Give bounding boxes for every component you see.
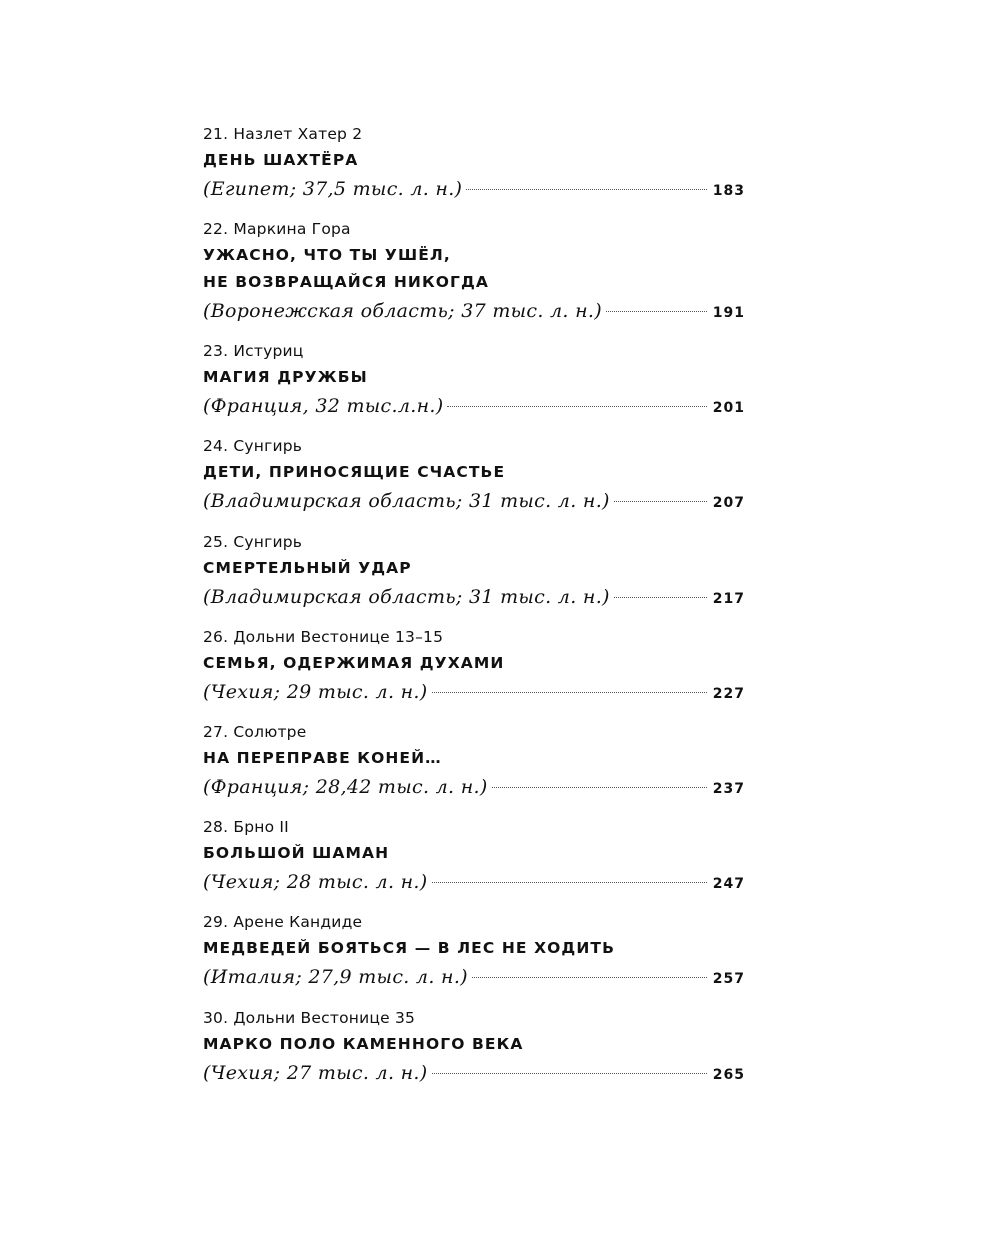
table-of-contents: [203, 121, 745, 1100]
toc-entry: [203, 624, 745, 719]
entry-meta-line: [203, 677, 745, 707]
entry-page-number: 257: [712, 971, 745, 988]
entry-page-number: 247: [712, 876, 745, 893]
dot-leader: [614, 597, 707, 598]
dot-leader: [492, 787, 707, 788]
dot-leader: [472, 977, 707, 978]
entry-title: ДЕТИ, ПРИНОСЯЩИЕ СЧАСТЬЕ: [203, 463, 506, 482]
dot-leader: [447, 406, 706, 407]
entry-site: 28. Брно II: [203, 818, 289, 837]
entry-meta-line: [203, 582, 745, 612]
entry-title: СЕМЬЯ, ОДЕРЖИМАЯ ДУХАМИ: [203, 653, 505, 672]
toc-entry: [203, 216, 745, 338]
toc-entry: [203, 1005, 745, 1100]
toc-entry: [203, 529, 745, 624]
entry-meta-line: [203, 486, 745, 516]
entry-meta-line: [203, 391, 745, 421]
entry-site: 29. Арене Кандиде: [203, 913, 363, 932]
entry-site: 24. Сунгирь: [203, 437, 303, 456]
entry-title: НА ПЕРЕПРАВЕ КОНЕЙ…: [203, 748, 442, 767]
entry-title: УЖАСНО, ЧТО ТЫ УШЁЛ,: [203, 246, 451, 265]
entry-site: 22. Маркина Гора: [203, 220, 351, 239]
entry-title: МЕДВЕДЕЙ БОЯТЬСЯ — В ЛЕС НЕ ХОДИТЬ: [203, 939, 615, 958]
entry-location-date: (Франция, 32 тыс.л.н.): [203, 395, 444, 418]
entry-location-date: (Чехия; 28 тыс. л. н.): [203, 871, 428, 894]
dot-leader: [432, 692, 707, 693]
entry-site: 26. Дольни Вестонице 13–15: [203, 627, 444, 646]
entry-page-number: 227: [712, 685, 745, 702]
entry-page-number: 217: [712, 590, 745, 607]
entry-site: 23. Истуриц: [203, 342, 304, 361]
toc-entry: [203, 909, 745, 1004]
toc-entry: [203, 719, 745, 814]
dot-leader: [466, 189, 707, 190]
entry-location-date: (Чехия; 29 тыс. л. н.): [203, 680, 428, 703]
entry-meta-line: [203, 772, 745, 802]
dot-leader: [432, 882, 707, 883]
entry-page-number: 207: [712, 495, 745, 512]
toc-entry: [203, 814, 745, 909]
entry-location-date: (Владимирская область; 31 тыс. л. н.): [203, 585, 610, 608]
entry-title: ДЕНЬ ШАХТЁРА: [203, 151, 359, 169]
entry-title: БОЛЬШОЙ ШАМАН: [203, 844, 390, 863]
entry-location-date: (Италия; 27,9 тыс. л. н.): [203, 966, 468, 989]
entry-location-date: (Франция; 28,42 тыс. л. н.): [203, 775, 488, 798]
entry-page-number: 265: [712, 1066, 745, 1083]
entry-meta-line: [203, 296, 745, 326]
dot-leader: [432, 1073, 707, 1074]
dot-leader: [606, 311, 707, 312]
entry-title: СМЕРТЕЛЬНЫЙ УДАР: [203, 558, 412, 577]
entry-site: 27. Солютре: [203, 722, 307, 741]
toc-entry: [203, 121, 745, 216]
entry-title: МАГИЯ ДРУЖБЫ: [203, 368, 368, 387]
entry-title-line-2: НЕ ВОЗВРАЩАЙСЯ НИКОГДА: [203, 273, 490, 292]
entry-meta-line: [203, 962, 745, 992]
entry-site: 30. Дольни Вестонице 35: [203, 1008, 416, 1027]
entry-location-date: (Владимирская область; 31 тыс. л. н.): [203, 490, 610, 513]
entry-meta-line: [203, 174, 745, 204]
entry-title: МАРКО ПОЛО КАМЕННОГО ВЕКА: [203, 1034, 524, 1053]
entry-location-date: (Чехия; 27 тыс. л. н.): [203, 1061, 428, 1084]
entry-meta-line: [203, 867, 745, 897]
toc-entry: [203, 433, 745, 528]
entry-page-number: 237: [712, 780, 745, 797]
entry-page-number: 191: [712, 305, 745, 322]
entry-page-number: 201: [712, 400, 745, 417]
entry-site: 25. Сунгирь: [203, 532, 303, 551]
entry-site: 21. Назлет Хатер 2: [203, 125, 363, 143]
entry-page-number: 183: [712, 183, 745, 199]
toc-entry: [203, 338, 745, 433]
dot-leader: [614, 501, 707, 502]
entry-location-date: (Египет; 37,5 тыс. л. н.): [203, 178, 463, 200]
entry-location-date: (Воронежская область; 37 тыс. л. н.): [203, 300, 602, 323]
entry-meta-line: [203, 1058, 745, 1088]
